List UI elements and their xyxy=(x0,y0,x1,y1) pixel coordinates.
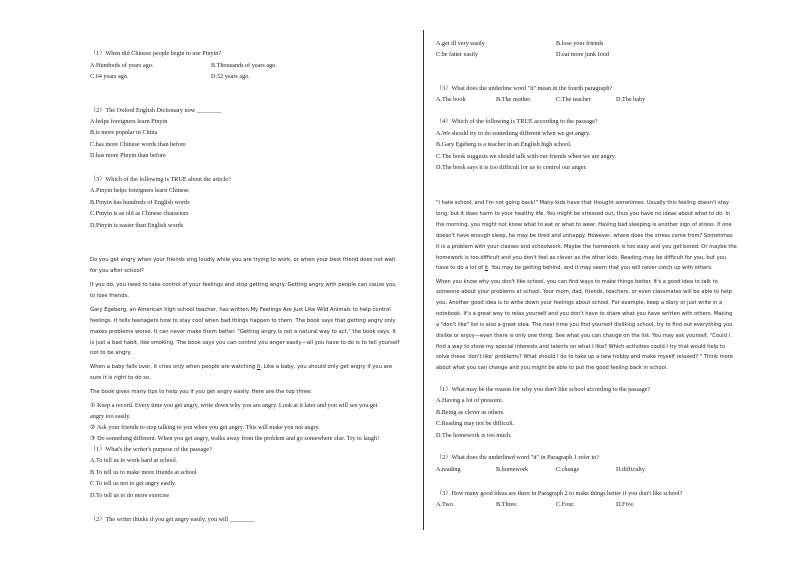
option-c: C.The book suggests we should talk with our friends when we are angry. xyxy=(436,153,617,160)
option-a: A.The book xyxy=(436,96,466,103)
option-b: B.To tell us to make more friends at school xyxy=(90,469,197,476)
option-d: D.The baby xyxy=(616,96,646,103)
passage-line: Gary Egeberg, an American high school teacher, has written My Feelings Are Just Like Wild Animals to help control xyxy=(90,307,391,313)
passage-line: about what you can change and you might be able to put the good feeling back in school. xyxy=(436,365,668,371)
underlined-word: it xyxy=(256,364,261,370)
passage-line: dislike or enjoy—even there is only one thing. See what you can change on the list. You may ask yourself, "Could I xyxy=(436,333,731,339)
passage-line: not to be angry. xyxy=(90,350,132,356)
question-stem: （2）The writer thinks if you get angry easily, you will ________ xyxy=(90,516,255,523)
passage-line: makes problems worse. It can never make them better. "Getting angry is not a natural way to act," the book says. It xyxy=(90,329,396,335)
passage-text: When a baby falls over, it cries only when people are watching xyxy=(90,364,257,370)
passage-line: for you after school? xyxy=(90,268,144,274)
underlined-word: it xyxy=(484,265,489,271)
passage-line: "I hate school, and I'm not going back!" Many kids have that thought sometimes. Usually this feeling doesn't stay xyxy=(436,200,729,206)
tip-line: angry too easily. xyxy=(90,413,131,420)
passage-line: sure it is right to do so. xyxy=(90,375,151,381)
question-stem: （3）What does the underline word "it" mean in the fourth paragraph? xyxy=(436,85,613,92)
passage-line: doesn't have enough sleep, he may be tired and unhappy. However, where does the stress come from? Sometimes xyxy=(436,233,733,239)
option-c: C.64 years ago. xyxy=(90,73,129,80)
option-a: A.We should try to do something different when we get angry. xyxy=(436,130,591,137)
option-d: D.To tell us to do more exercise xyxy=(90,492,170,499)
question-stem: （1）What's the writer's purpose of the passage? xyxy=(90,446,212,453)
question-stem: （2）What does the underlined word "it" in Paragraph 1 refer to? xyxy=(436,454,600,461)
option-a: A.Two. xyxy=(436,501,455,508)
tip-line: ② Ask your friends to stop talking to you when you get angry. This will make you not angry. xyxy=(90,424,320,431)
passage-line: The book gives many tips to help you if you get angry easily. Here are the top three: xyxy=(90,389,313,395)
option-a: A.get ill very easily xyxy=(436,40,485,47)
option-b: B.homework xyxy=(496,466,529,473)
passage-line: notebook. It's a great way to relax yourself and you don't have to share what you have written with others. Making xyxy=(436,311,733,317)
option-b: B.Being as clever as others. xyxy=(436,409,505,416)
passage-line: Do you get angry when your friends sing loudly while you are trying to work, or when your best friend does not wait xyxy=(90,257,396,263)
passage-line: is just a bad habit, like smoking. The book says you can control you anger easily—all you have to do is to tell yourself xyxy=(90,340,400,346)
option-a: A.To tell us to work hard at school. xyxy=(90,457,178,464)
option-d: D.The homework is too much. xyxy=(436,432,512,439)
tip-line: ① Keep a record. Every time you get angry, write down why you are angry. Look at it later and you will see you get xyxy=(90,402,378,409)
passage-line: feelings. It tells teenagers how to stay cool when bad things happen to them. The book says that getting angry only xyxy=(90,318,396,324)
passage-line: If you do, you need to take control of your feelings and stop getting angry. Getting angry with people can cause you xyxy=(90,282,396,288)
passage-line: homework is too difficult and you don't feel as clever as the other kids. Reading may be difficult for you, but you xyxy=(436,255,727,261)
tip-line: ③ Do something different. When you get angry, walks away from the problem and go somewhere else. Try to laugh! xyxy=(90,435,380,442)
option-c: C.To tell us not to get angry easily. xyxy=(90,480,177,487)
passage-line: the morning, you might not know what to eat or what to wear. Having bad sleeping is another sign of stress. If one xyxy=(436,222,732,228)
passage-text: have to do a lot of xyxy=(436,265,485,271)
passage-line xyxy=(90,365,392,370)
passage-line: find a way to show my special interests and talents on what I like? Which activities could I try that would help to xyxy=(436,344,726,350)
passage-line: someone about your problems at school. Your mom, dad, friends, teachers, or even classmates will be able to help xyxy=(436,289,732,295)
option-a: A.Pinyin helps foreigners learn Chinese xyxy=(90,187,189,194)
option-d: D.52 years ago. xyxy=(211,73,250,80)
passage-line: solve these 'don't like' problems? What should I do to take up a new hobby and make myself relaxed? " Think more xyxy=(436,354,733,360)
passage-line: it is a problem with your classes and schoolwork. Maybe the homework is too easy and you get bored. Or maybe the xyxy=(436,244,737,250)
passage-line: a "don't like" list is also a great idea. The next time you find yourself disliking school, try to find out everything you xyxy=(436,322,733,328)
option-a: A.Hundreds of years ago. xyxy=(90,62,154,69)
question-stem: （1）What may be the reason for why you don't like school according to the passage? xyxy=(436,386,651,393)
option-c: C.The teacher xyxy=(556,96,591,103)
option-b: B.The mother xyxy=(496,96,531,103)
passage-text: . Like a baby, you should only get angry if you are xyxy=(260,364,393,370)
option-d: D.has more Pinyin than before xyxy=(90,152,166,159)
column-divider xyxy=(423,30,424,530)
option-a: A.reading xyxy=(436,466,461,473)
option-c: C.be fatter easily xyxy=(436,51,479,58)
option-d: D.Five. xyxy=(616,501,635,508)
passage-text: . You may be getting behind, and it may seem that you will never catch up with others. xyxy=(488,265,713,271)
question-stem: （3）Which of the following is TRUE about the article? xyxy=(90,176,231,183)
option-c: C.has more Chinese words than before xyxy=(90,141,186,148)
question-stem: （2）The Oxford English Dictionary now ________ xyxy=(90,107,222,114)
question-stem: （4）Which of the following is TRUE according to the passage? xyxy=(436,118,598,125)
passage-line: you. Another good idea is to write down your feelings about school. For example, keep a diary or just write in a xyxy=(436,300,723,306)
passage-line: When you know why you don't like school, you can find ways to make things better. It's a good idea to talk to xyxy=(436,279,718,285)
option-b: B.Gary Egeberg is a teacher in an English high school. xyxy=(436,141,572,148)
option-b: B.Three. xyxy=(496,501,518,508)
passage-line: to lose friends. xyxy=(90,293,130,299)
option-d: D.The book says it is too difficult for us to control our anger. xyxy=(436,164,587,171)
option-b: B.Thousands of years ago. xyxy=(211,62,277,69)
option-a: A.Having a lot of pressure. xyxy=(436,397,504,404)
question-stem: （1）When did Chinese people begin to use Pinyin? xyxy=(90,50,222,57)
option-c: C.Pinyin is as old as Chinese characters xyxy=(90,210,189,217)
option-d: D.eat more junk food xyxy=(556,51,609,58)
option-b: B.lose your friends xyxy=(556,40,604,47)
option-a: A.helps foreigners learn Pinyin xyxy=(90,118,168,125)
option-c: C.Reading may not be difficult. xyxy=(436,420,515,427)
option-c: C.change xyxy=(556,466,580,473)
option-d: D.difficulty xyxy=(616,466,645,473)
question-stem: （3）How many good ideas are there in Paragraph 2 to make things better if you don't like school? xyxy=(436,490,683,497)
option-b: B.Pinyin has hundreds of English words xyxy=(90,199,190,206)
option-c: C.Four. xyxy=(556,501,575,508)
option-d: D.Pinyin is easier than English words xyxy=(90,222,184,229)
passage-line: long, but it does harm to your healthy life. You might be stressed out, thus you have no ideas about what to do. In xyxy=(436,211,731,217)
option-b: B.is more popular in China xyxy=(90,129,158,136)
passage-line xyxy=(436,266,713,271)
